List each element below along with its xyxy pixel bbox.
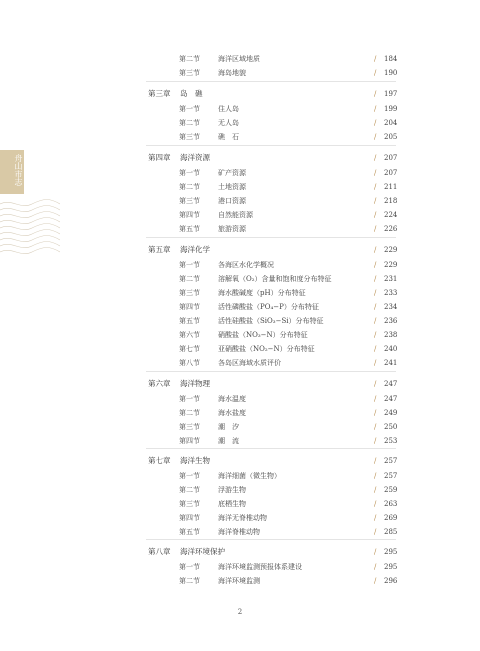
entry-page-number: 218	[384, 197, 398, 205]
page-separator: /	[374, 119, 377, 127]
section-number: 第三节	[179, 500, 200, 508]
entry-page-number: 250	[384, 423, 398, 431]
page-separator: /	[374, 345, 377, 353]
section-number: 第二节	[179, 55, 200, 63]
toc-chapter-row[interactable]	[0, 86, 480, 102]
page-separator: /	[374, 55, 377, 63]
section-title: 潮 流	[218, 437, 239, 445]
page-separator: /	[374, 395, 377, 403]
chapter-divider	[146, 237, 396, 238]
section-title: 海洋脊椎动物	[218, 528, 260, 536]
section-title: 底栖生物	[218, 500, 246, 508]
page-separator: /	[374, 133, 377, 141]
book-label: 舟山市志	[14, 154, 23, 186]
section-number: 第二节	[179, 409, 200, 417]
page-separator: /	[374, 289, 377, 297]
toc-chapter-row[interactable]	[0, 150, 480, 166]
chapter-divider	[146, 145, 396, 146]
page-separator: /	[374, 437, 377, 445]
page-separator: /	[374, 317, 377, 325]
page-separator: /	[374, 457, 377, 465]
section-number: 第三节	[179, 289, 200, 297]
page-separator: /	[374, 380, 377, 388]
page-separator: /	[374, 197, 377, 205]
toc-section-row[interactable]	[0, 221, 480, 237]
page-separator: /	[374, 577, 377, 585]
section-number: 第二节	[179, 275, 200, 283]
page-separator: /	[374, 90, 377, 98]
page-separator: /	[374, 409, 377, 417]
section-title: 港口资源	[218, 197, 246, 205]
entry-page-number: 259	[384, 486, 398, 494]
page-separator: /	[374, 69, 377, 77]
page-separator: /	[374, 359, 377, 367]
page-separator: /	[374, 528, 377, 536]
section-number: 第二节	[179, 119, 200, 127]
page-separator: /	[374, 183, 377, 191]
section-number: 第四节	[179, 437, 200, 445]
page-separator: /	[374, 563, 377, 571]
page-separator: /	[374, 486, 377, 494]
entry-page-number: 269	[384, 514, 398, 522]
section-title: 活性硅酸盐（SiO₃−Si）分布特征	[218, 317, 324, 325]
page-separator: /	[374, 514, 377, 522]
toc-section-row[interactable]	[0, 65, 480, 81]
page-separator: /	[374, 500, 377, 508]
section-title: 活性磷酸盐（PO₄−P）分布特征	[218, 303, 319, 311]
section-number: 第四节	[179, 514, 200, 522]
section-title: 矿产资源	[218, 169, 246, 177]
section-title: 旅游资源	[218, 225, 246, 233]
section-title: 各岛区海域水质评价	[218, 359, 281, 367]
page-separator: /	[374, 154, 377, 162]
section-title: 海洋无脊椎动物	[218, 514, 267, 522]
entry-page-number: 295	[384, 563, 398, 571]
section-number: 第三节	[179, 133, 200, 141]
page-separator: /	[374, 246, 377, 254]
chapter-title: 海洋资源	[180, 153, 210, 162]
chapter-number: 第八章	[148, 547, 171, 556]
entry-page-number: 253	[384, 437, 398, 445]
page-separator: /	[374, 275, 377, 283]
section-number: 第一节	[179, 472, 200, 480]
entry-page-number: 249	[384, 409, 398, 417]
section-title: 海水酸碱度（pH）分布特征	[218, 289, 306, 297]
chapter-number: 第四章	[148, 153, 171, 162]
section-title: 海洋环境监测预报体系建设	[218, 563, 302, 571]
section-number: 第八节	[179, 359, 200, 367]
page-separator: /	[374, 331, 377, 339]
chapter-title: 海洋环境保护	[180, 547, 225, 556]
section-title: 礁 石	[218, 133, 239, 141]
entry-page-number: 236	[384, 317, 398, 325]
entry-page-number: 257	[384, 457, 398, 465]
page-separator: /	[374, 472, 377, 480]
page-separator: /	[374, 169, 377, 177]
section-number: 第一节	[179, 395, 200, 403]
entry-page-number: 257	[384, 472, 398, 480]
section-number: 第二节	[179, 183, 200, 191]
toc-chapter-row[interactable]	[0, 544, 480, 560]
page-separator: /	[374, 105, 377, 113]
entry-page-number: 234	[384, 303, 398, 311]
entry-page-number: 207	[384, 154, 398, 162]
section-title: 浮游生物	[218, 486, 246, 494]
chapter-number: 第六章	[148, 379, 171, 388]
section-number: 第一节	[179, 261, 200, 269]
section-number: 第一节	[179, 169, 200, 177]
toc-section-row[interactable]	[0, 129, 480, 145]
page-separator: /	[374, 303, 377, 311]
section-number: 第五节	[179, 225, 200, 233]
section-number: 第三节	[179, 423, 200, 431]
section-title: 海岛地貌	[218, 69, 246, 77]
section-title: 住人岛	[218, 105, 239, 113]
toc-section-row[interactable]	[0, 433, 480, 449]
chapter-number: 第五章	[148, 245, 171, 254]
toc-chapter-row[interactable]	[0, 376, 480, 392]
chapter-title: 海洋物理	[180, 379, 210, 388]
page-separator: /	[374, 423, 377, 431]
page-number: 2	[237, 608, 243, 616]
entry-page-number: 207	[384, 169, 398, 177]
entry-page-number: 238	[384, 331, 398, 339]
toc-chapter-row[interactable]	[0, 242, 480, 258]
entry-page-number: 240	[384, 345, 398, 353]
entry-page-number: 247	[384, 395, 398, 403]
section-number: 第一节	[179, 105, 200, 113]
entry-page-number: 229	[384, 261, 398, 269]
section-title: 亚硝酸盐（NO₂−N）分布特征	[218, 345, 315, 353]
toc-section-row[interactable]	[0, 573, 480, 589]
chapter-divider	[146, 371, 396, 372]
toc-chapter-row[interactable]	[0, 453, 480, 469]
section-number: 第四节	[179, 303, 200, 311]
section-title: 海洋环境监测	[218, 577, 260, 585]
entry-page-number: 285	[384, 528, 398, 536]
chapter-number: 第三章	[148, 89, 171, 98]
entry-page-number: 241	[384, 359, 398, 367]
page-separator: /	[374, 261, 377, 269]
section-title: 溶解氧（O₂）含量和饱和度分布特征	[218, 275, 332, 283]
entry-page-number: 233	[384, 289, 398, 297]
section-title: 硝酸盐（NO₃−N）分布特征	[218, 331, 308, 339]
section-title: 土地资源	[218, 183, 246, 191]
section-number: 第二节	[179, 486, 200, 494]
toc-section-row[interactable]	[0, 524, 480, 540]
entry-page-number: 296	[384, 577, 398, 585]
section-title: 无人岛	[218, 119, 239, 127]
section-number: 第四节	[179, 211, 200, 219]
entry-page-number: 229	[384, 246, 398, 254]
chapter-divider	[146, 81, 396, 82]
entry-page-number: 224	[384, 211, 398, 219]
entry-page-number: 211	[384, 183, 398, 191]
section-title: 海洋区域地质	[218, 55, 260, 63]
entry-page-number: 247	[384, 380, 398, 388]
section-title: 潮 汐	[218, 423, 239, 431]
section-number: 第一节	[179, 563, 200, 571]
entry-page-number: 190	[384, 69, 398, 77]
page-separator: /	[374, 225, 377, 233]
entry-page-number: 197	[384, 90, 398, 98]
entry-page-number: 199	[384, 105, 398, 113]
chapter-number: 第七章	[148, 456, 171, 465]
section-number: 第七节	[179, 345, 200, 353]
chapter-title: 岛 礁	[180, 89, 203, 98]
section-number: 第五节	[179, 528, 200, 536]
chapter-title: 海洋化学	[180, 245, 210, 254]
chapter-title: 海洋生物	[180, 456, 210, 465]
entry-page-number: 204	[384, 119, 398, 127]
section-number: 第三节	[179, 197, 200, 205]
section-number: 第五节	[179, 317, 200, 325]
entry-page-number: 205	[384, 133, 398, 141]
page-separator: /	[374, 211, 377, 219]
entry-page-number: 184	[384, 55, 398, 63]
entry-page-number: 263	[384, 500, 398, 508]
section-number: 第六节	[179, 331, 200, 339]
entry-page-number: 226	[384, 225, 398, 233]
toc-section-row[interactable]	[0, 355, 480, 371]
section-title: 海水温度	[218, 395, 246, 403]
chapter-divider	[146, 448, 396, 449]
entry-page-number: 295	[384, 548, 398, 556]
section-title: 海水盐度	[218, 409, 246, 417]
section-number: 第三节	[179, 69, 200, 77]
section-title: 各海区水化学概况	[218, 261, 274, 269]
section-number: 第二节	[179, 577, 200, 585]
section-title: 海洋细菌（微生物）	[218, 472, 281, 480]
entry-page-number: 231	[384, 275, 398, 283]
chapter-divider	[146, 539, 396, 540]
section-title: 自然能资源	[218, 211, 253, 219]
page-separator: /	[374, 548, 377, 556]
